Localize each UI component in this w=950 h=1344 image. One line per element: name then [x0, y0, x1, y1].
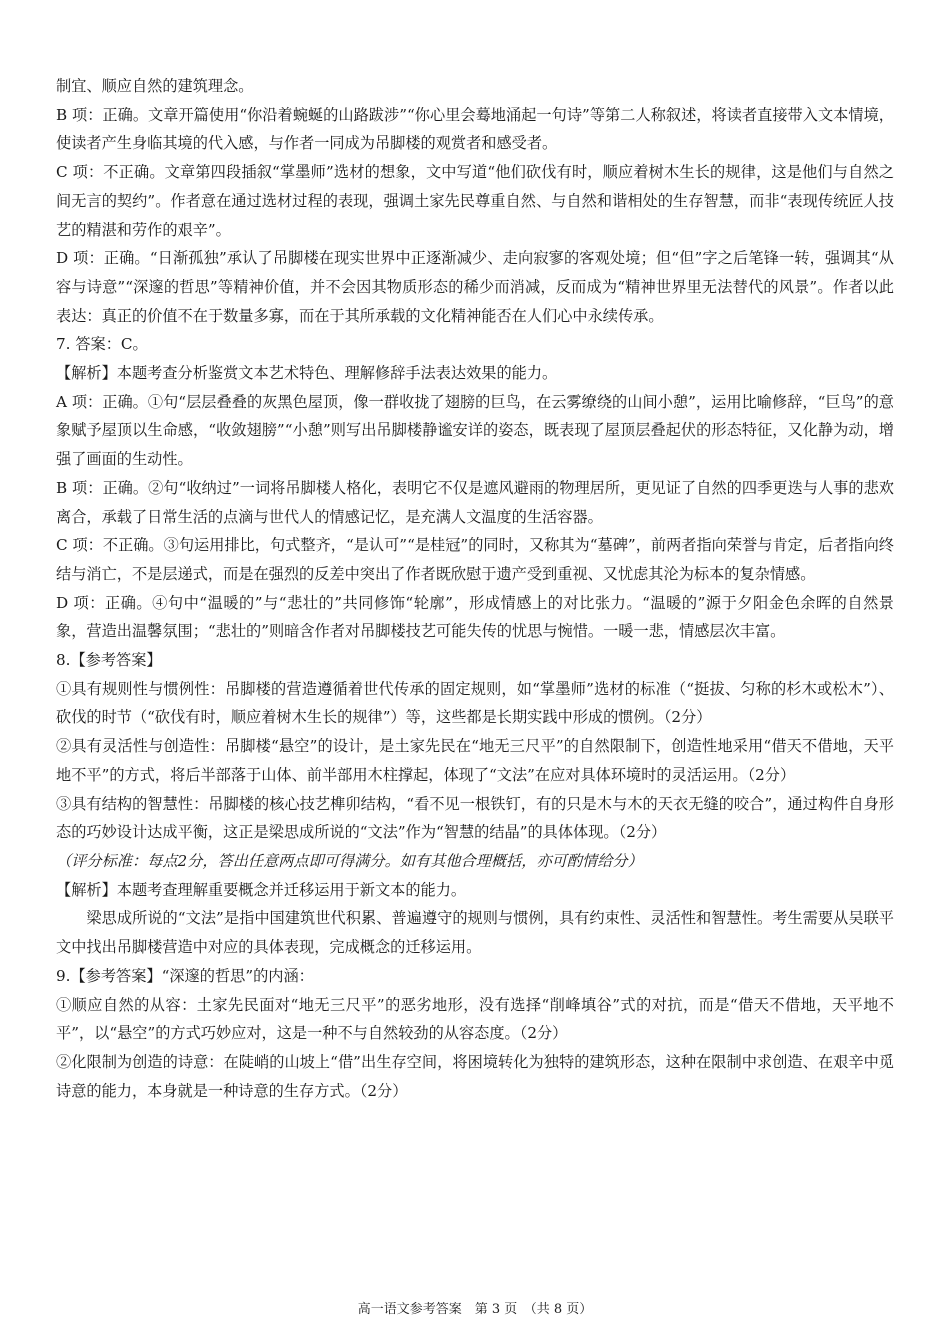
- question-8-heading: 8.【参考答案】: [56, 651, 162, 670]
- paragraph-q8-point-2: ②具有灵活性与创造性：吊脚楼“悬空”的设计，是土家先民在“地无三尺平”的自然限制下，创造性地采用“借天不借地，天平地不平”的方式，将后半部落于山体、前半部用木柱撑起，体现了“文法”在应对具体环境时的灵活运用。（2分）: [56, 737, 894, 784]
- paragraph-q7-option-c: C 项：不正确。③句运用排比，句式整齐，“是认可”“是桂冠”的同时，又称其为“墓碑”，前两者指向荣誉与肯定，后者指向终结与消亡，不是层递式，而是在强烈的反差中突出了作者既欣慰于遗产受到重视、又忧虑其沦为标本的复杂情感。: [56, 536, 894, 583]
- answer-key-body: [56, 72, 894, 1105]
- paragraph-q7-option-a: A 项：正确。①句“层层叠叠的灰黑色屋顶，像一群收拢了翅膀的巨鸟，在云雾缭绕的山间小憩”，运用比喻修辞，“巨鸟”的意象赋予屋顶以生命感，“收敛翅膀”“小憩”则写出吊脚楼静谧安详的姿态，既表现了屋顶层叠起伏的形态特征，又化静为动，增强了画面的生动性。: [56, 392, 894, 469]
- paragraph-q7-option-b: B 项：正确。②句“收纳过”一词将吊脚楼人格化，表明它不仅是遮风避雨的物理居所，更见证了自然的四季更迭与人事的悲欢离合，承载了日常生活的点滴与世代人的情感记忆，是充满人文温度的生活容器。: [56, 478, 894, 526]
- scoring-criteria-note: （评分标准：每点2分，答出任意两点即可得满分。如有其他合理概括，亦可酌情给分）: [56, 851, 643, 870]
- paragraph-q8-explanation: 梁思成所说的“文法”是指中国建筑世代积累、普遍遵守的规则与惯例，具有约束性、灵活性和智慧性。考生需要从吴联平文中找出吊脚楼营造中对应的具体表现，完成概念的迁移运用。: [56, 909, 894, 957]
- paragraph-q6-option-d: D 项：正确。“日渐孤独”承认了吊脚楼在现实世界中正逐渐减少、走向寂寥的客观处境；但“但”字之后笔锋一转，强调其“从容与诗意”“深邃的哲思”等精神价值，并不会因其物质形态的稀少而消减，反而成为“精神世界里无法替代的风景”。作者以此表达：真正的价值不在于数量多寡，而在于其所承载的文化精神能否在人们心中永续传承。: [56, 249, 894, 325]
- question-7-answer: 7. 答案：C。: [56, 335, 148, 354]
- question-8-analysis: 【解析】本题考查理解重要概念并迁移运用于新文本的能力。: [56, 880, 467, 899]
- paragraph-q6-option-b: B 项：正确。文章开篇使用“你沿着蜿蜒的山路跋涉”“你心里会蓦地涌起一句诗”等第二人称叙述，将读者直接带入文本情境，使读者产生身临其境的代入感，与作者一同成为吊脚楼的观赏者和感受者。: [56, 105, 894, 153]
- paragraph-q8-point-1: ①具有规则性与惯例性：吊脚楼的营造遵循着世代传承的固定规则，如“掌墨师”选材的标准（“挺拔、匀称的杉木或松木”）、砍伐的时节（“砍伐有时，顺应着树木生长的规律”）等，这些都是长期实践中形成的惯例。（2分）: [56, 679, 894, 727]
- paragraph-q9-point-1: ①顺应自然的从容：土家先民面对“地无三尺平”的恶劣地形，没有选择“削峰填谷”式的对抗，而是“借天不借地，天平地不平”，以“悬空”的方式巧妙应对，这是一种不与自然较劲的从容态度。（2分）: [56, 995, 894, 1043]
- paragraph-q9-point-2: ②化限制为创造的诗意：在陡峭的山坡上“借”出生存空间，将困境转化为独特的建筑形态，这种在限制中求创造、在艰辛中觅诗意的能力，本身就是一种诗意的生存方式。（2分）: [56, 1052, 894, 1100]
- question-7-analysis: 【解析】本题考查分析鉴赏文本艺术特色、理解修辞手法表达效果的能力。: [56, 364, 558, 383]
- paragraph-q6-option-c: C 项：不正确。文章第四段插叙“掌墨师”选材的想象，文中写道“他们砍伐有时，顺应着树木生长的规律，这是他们与自然之间无言的契约”。作者意在通过选材过程的表现，强调土家先民尊重自然、与自然和谐相处的生存智慧，而非“表现传统匠人技艺的精湛和劳作的艰辛”。: [56, 163, 894, 239]
- page-footer: 高一语文参考答案 第 3 页 （共 8 页）: [357, 1302, 593, 1317]
- question-9-heading: 9.【参考答案】“深邃的哲思”的内涵：: [56, 966, 314, 985]
- paragraph-q6-conclusion: 制宜、顺应自然的建筑理念。: [56, 77, 254, 95]
- paragraph-q8-point-3: ③具有结构的智慧性：吊脚楼的核心技艺榫卯结构，“看不见一根铁钉，有的只是木与木的天衣无缝的咬合”，通过构件自身形态的巧妙设计达成平衡，这正是梁思成所说的“文法”作为“智慧的结晶”的具体体现。（2分）: [56, 794, 894, 842]
- paragraph-q7-option-d: D 项：正确。④句中“温暖的”与“悲壮的”共同修饰“轮廓”，形成情感上的对比张力。“温暖的”源于夕阳金色余晖的自然景象，营造出温馨氛围；“悲壮的”则暗含作者对吊脚楼技艺可能失传的忧思与惋惜。一暖一悲，情感层次丰富。: [56, 593, 894, 641]
